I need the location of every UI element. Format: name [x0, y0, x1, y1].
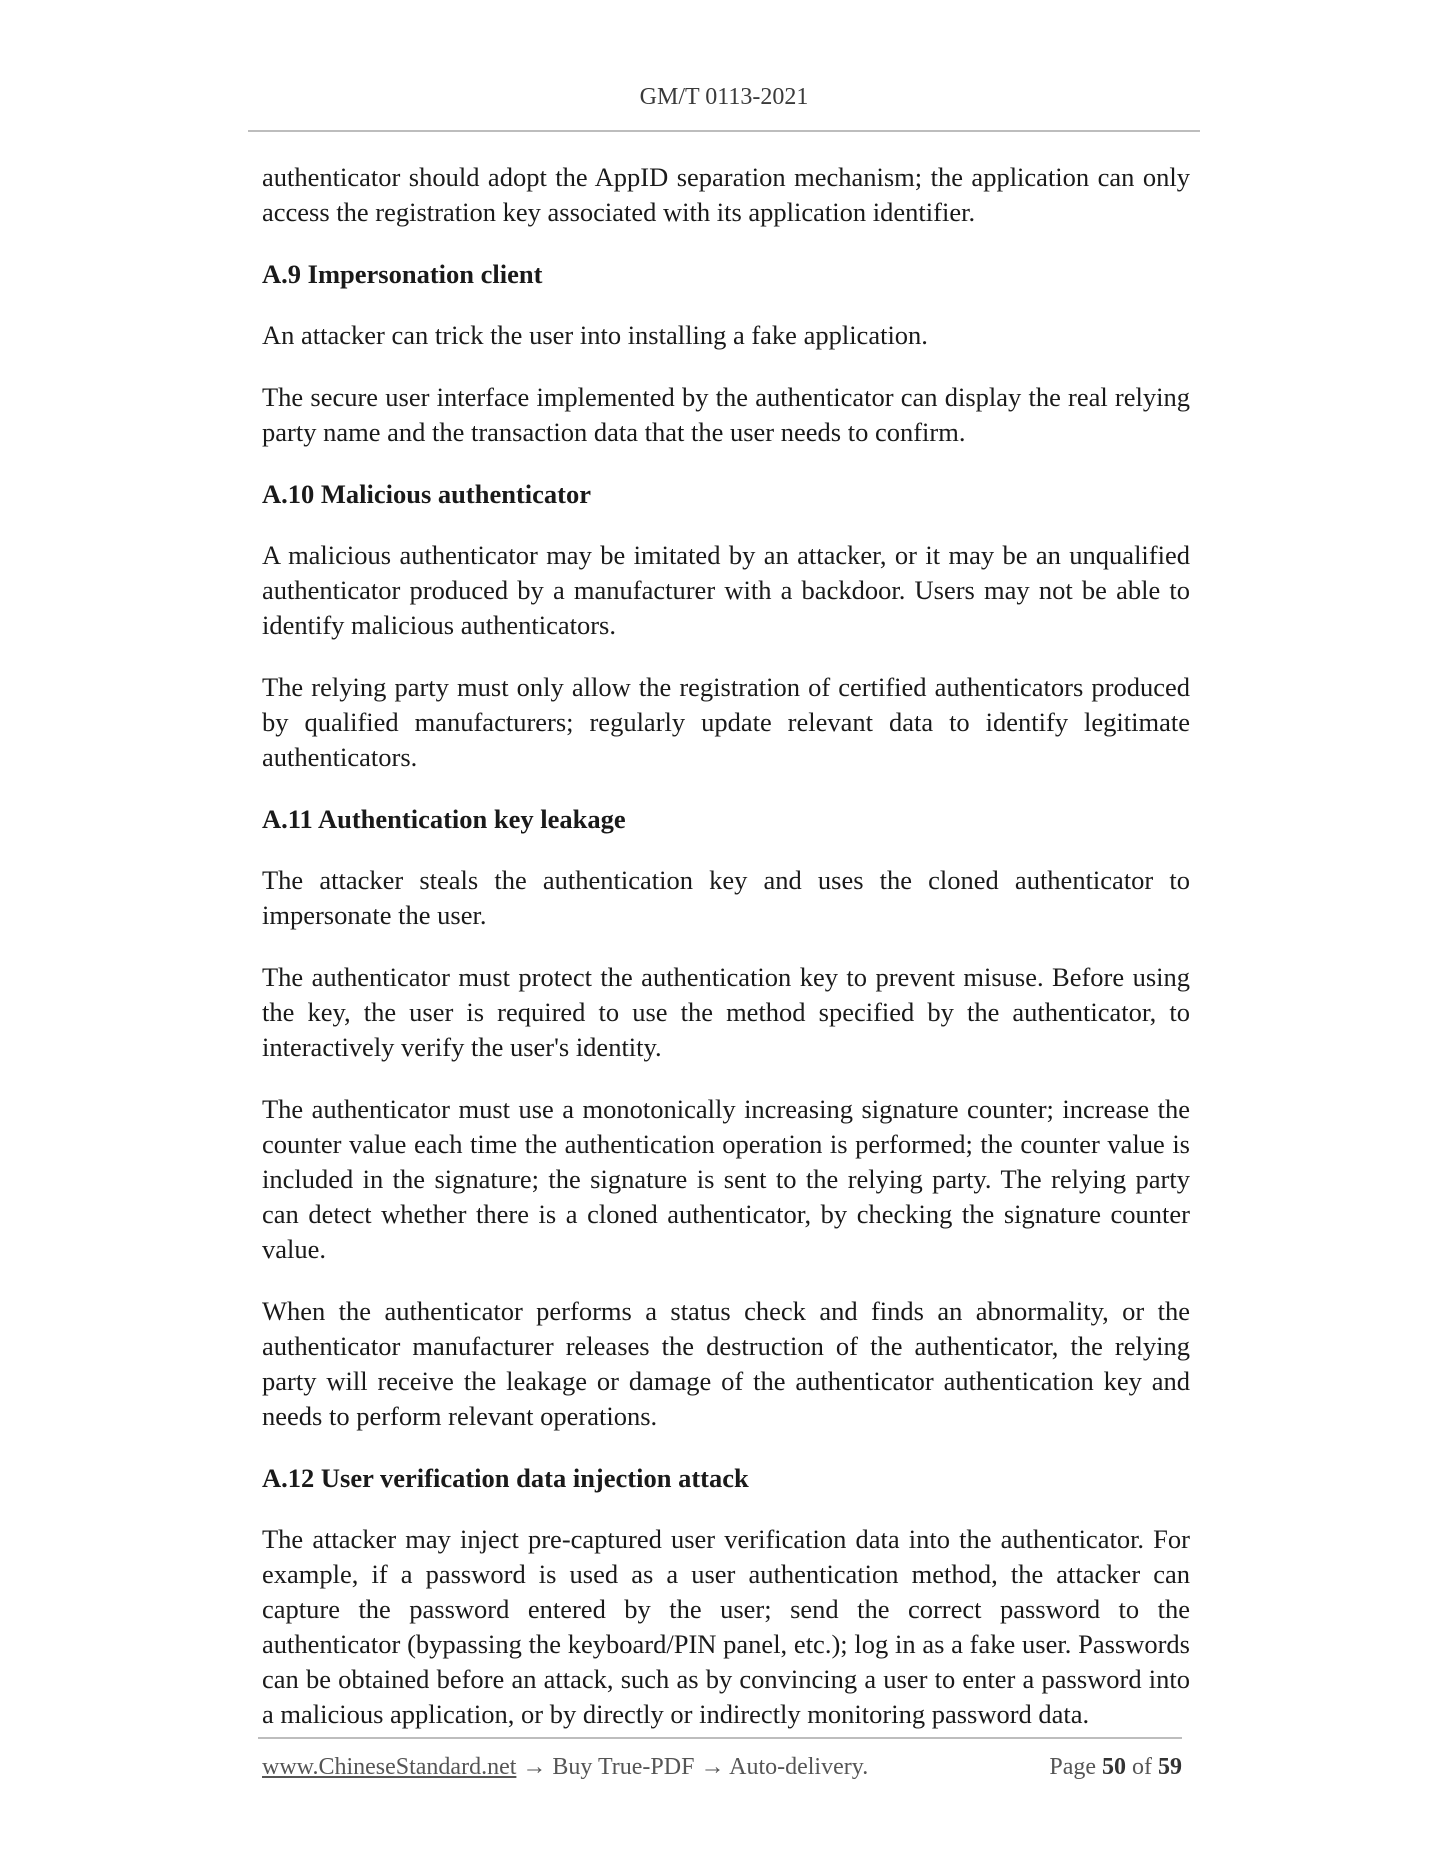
chinesestandard-link[interactable]: www.ChineseStandard.net: [262, 1754, 517, 1780]
footer-promo-text: → Buy True-PDF → Auto-delivery.: [516, 1754, 869, 1780]
paragraph-fake-application: An attacker can trick the user into installing a fake application.: [262, 320, 928, 350]
paragraph-cloned-authenticator: The attacker steals the authentication key and uses the cloned authenticator to impersonate the user.: [262, 865, 1190, 930]
paragraph-injection-attack: The attacker may inject pre-captured user verification data into the authenticator. For example, if a password is used as a user authentication method, the attacker can capture the password entered by the user; send the correct password to the authenticator (bypassing the keyboard/PIN panel, etc.); log in as a fake user. Passwords can be obtained before an attack, such as by convincing a user to enter a password into a malicious application, or by directly or indirectly monitoring password data.: [262, 1524, 1190, 1729]
paragraph-signature-counter: The authenticator must use a monotonically increasing signature counter; increase the counter value each time the authentication operation is performed; the counter value is included in the signature; the signature is sent to the relying party. The relying party can detect whether there is a cloned authenticator, by checking the signature counter value.: [262, 1094, 1190, 1264]
total-page-number: 59: [1158, 1754, 1182, 1780]
heading-a9-impersonation-client: A.9 Impersonation client: [262, 259, 543, 289]
paragraph-appid-separation: authenticator should adopt the AppID separation mechanism; the application can only access the registration key associated with its application identifier.: [262, 162, 1190, 227]
page-content: [262, 160, 1190, 1759]
paragraph-malicious-authenticator: A malicious authenticator may be imitated by an attacker, or it may be an unqualified authenticator produced by a manufacturer with a backdoor. Users may not be able to identify malicious authenticators.: [262, 540, 1190, 640]
paragraph-status-check: When the authenticator performs a status check and finds an abnormality, or the authenticator manufacturer releases the destruction of the authenticator, the relying party will receive the leakage or damage of the authenticator authentication key and needs to perform relevant operations.: [262, 1296, 1190, 1431]
paragraph-protect-authentication-key: The authenticator must protect the authentication key to prevent misuse. Before using the key, the user is required to use the method specified by the authenticator, to interactively verify the user's identity.: [262, 962, 1190, 1062]
heading-a12-injection-attack: A.12 User verification data injection attack: [262, 1463, 749, 1493]
header-divider: [248, 130, 1200, 132]
paragraph-secure-user-interface: The secure user interface implemented by the authenticator can display the real relying party name and the transaction data that the user needs to confirm.: [262, 382, 1190, 447]
page-indicator: [1049, 1754, 1182, 1781]
page-label: Page: [1049, 1754, 1096, 1780]
paragraph-certified-authenticators: The relying party must only allow the registration of certified authenticators produced by qualified manufacturers; regularly update relevant data to identify legitimate authenticators.: [262, 672, 1190, 772]
current-page-number: 50: [1102, 1754, 1126, 1780]
footer-promo: [262, 1754, 868, 1781]
document-id-header: GM/T 0113-2021: [639, 84, 809, 110]
footer-divider: [258, 1737, 1182, 1739]
of-label: of: [1132, 1754, 1152, 1780]
heading-a11-authentication-key-leakage: A.11 Authentication key leakage: [262, 804, 626, 834]
heading-a10-malicious-authenticator: A.10 Malicious authenticator: [262, 479, 592, 509]
